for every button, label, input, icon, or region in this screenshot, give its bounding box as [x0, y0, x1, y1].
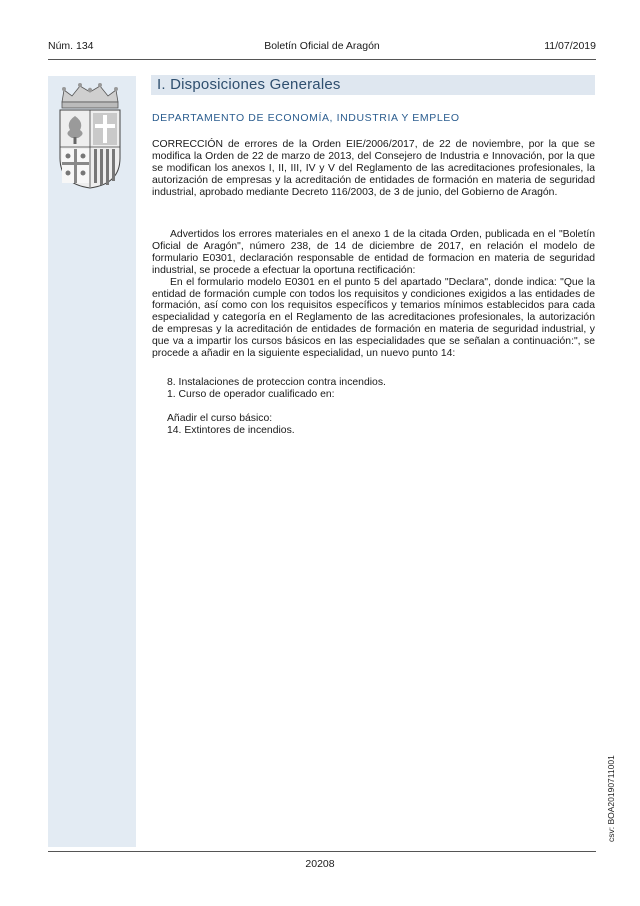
publication-title: Boletín Oficial de Aragón — [264, 40, 380, 52]
list-item: Añadir el curso básico: — [167, 413, 273, 424]
header-rule — [48, 59, 596, 60]
aragon-coat-of-arms-icon — [50, 80, 130, 190]
summary-paragraph: CORRECCIÓN de errores de la Orden EIE/2006/2017, de 22 de noviembre, por la que se modifica la Orden de 22 de marzo de 2013, del Consejero de Industria e Innovación, por la que se modifican los anexos I, II, III, IV y V del Reglamento de las acreditaciones profesionales, la autorización de empresas y la acreditación de entidades de formación en materia de seguridad industrial, aprobado mediante Decreto 116/2003, de 3 de junio, del Gobierno de Aragón. — [152, 139, 595, 198]
section-title: I. Disposiciones Generales — [157, 76, 341, 93]
page-header — [48, 40, 596, 56]
list-item: 14. Extintores de incendios. — [167, 424, 295, 436]
body-paragraph: En el formulario modelo E0301 en el punto 5 del apartado "Declara", donde indica: "Que la entidad de formación cumple con todos los requisitos y condiciones exigidos a las entidades de formación, así como con los requisitos específicos y temarios mínimos establecidos para cada especialidad y categoría en el Reglamento de las acreditaciones profesionales, la autorización de empresas y la acreditación de entidades de formación en materia de seguridad industrial, y que va a impartir los cursos básicos en las especialidades que se señalan a continuación:", se procede a añadir en la siguiente especialidad, un nuevo punto 14: — [152, 276, 595, 360]
body-paragraph: Advertidos los errores materiales en el anexo 1 de la citada Orden, publicada en el "Boletín Oficial de Aragón", número 238, de 14 de diciembre de 2017, en relación el modelo de formulario E0301, declaración responsable de entidad de formacion en materia de seguridad industrial, se procede a efectuar la oportuna rectificación: — [152, 229, 595, 276]
footer-rule — [48, 851, 596, 852]
department-heading: DEPARTAMENTO DE ECONOMÍA, INDUSTRIA Y EMPLEO — [152, 112, 460, 124]
list-item: 8. Instalaciones de proteccion contra incendios. — [167, 377, 386, 388]
issue-number: Núm. 134 — [48, 40, 94, 52]
publication-date: 11/07/2019 — [544, 40, 596, 52]
page-number: 20208 — [305, 858, 335, 870]
list-block — [167, 413, 295, 437]
body-text — [152, 229, 595, 360]
csv-code: csv: BOA20190711001 — [606, 755, 616, 842]
list-block — [167, 377, 386, 401]
list-item: 1. Curso de operador cualificado en: — [167, 388, 335, 400]
left-sidebar-band — [48, 76, 136, 847]
